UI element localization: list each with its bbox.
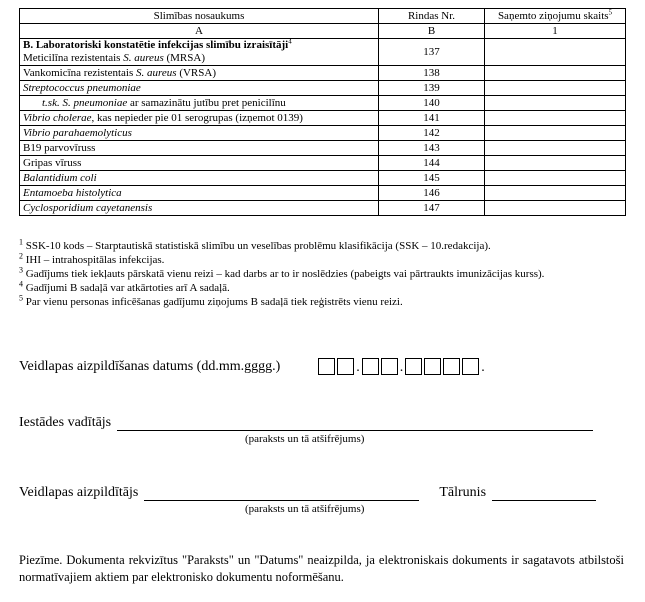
disease-name-part: Vibrio parahaemolyticus [23,127,132,139]
disease-name-part: Streptococcus pneumoniae [23,82,141,94]
subheader-b: B [379,24,485,39]
disease-name-part: Vankomicīna rezistentais [23,67,137,79]
head-label: Iestādes vadītājs [19,415,112,430]
table-row [20,186,626,201]
head-signature-caption: (paraksts un tā atšifrējums) [245,433,365,445]
report-count-cell[interactable] [485,171,626,186]
disease-name-part: (MRSA) [163,52,205,64]
report-count-cell[interactable] [485,96,626,111]
report-count-cell[interactable] [485,66,626,81]
row-number-cell: 145 [379,171,485,186]
table-row [20,81,626,96]
disease-name-cell [20,111,379,126]
table-subheader-row [20,24,626,39]
phone-line[interactable] [492,486,596,501]
footnotes [19,239,629,309]
footnote-text: Gadījums tiek iekļauts pārskatā vienu reizi – kad darbs ar to ir noslēdzies (pabeigts vai pārtraukts imunizācijas kurss). [25,268,545,280]
disease-name-cell [20,156,379,171]
disease-name-part: ar samazinātu jutību pret penicilīnu [127,97,286,109]
row-number-cell: 143 [379,141,485,156]
disease-name-part: Cyclosporidium cayetanensis [23,202,153,214]
footnote-text: SSK-10 kods – Starptautiskā statistiskā slimību un veselības problēmu klasifikācija (SSK – 10.redakcija). [25,240,491,252]
disease-name-cell [20,66,379,81]
disease-name-part: Gripas vīruss [23,157,82,169]
disease-name-part: (VRSA) [176,67,216,79]
disease-report-table [19,8,626,216]
footnote-number: 1 [19,237,23,247]
row-number-cell: 138 [379,66,485,81]
footnote [19,281,629,295]
footnote-number: 3 [19,265,23,275]
row-number-cell: 140 [379,96,485,111]
year-digit-box[interactable] [462,358,479,375]
row-number-cell: 144 [379,156,485,171]
header-report-count: Saņemto ziņojumu skaits$^5$ [485,9,626,24]
section-row [20,39,626,66]
table-row [20,111,626,126]
year-digit-box[interactable] [443,358,460,375]
date-label: Veidlapas aizpildīšanas datums (dd.mm.gggg.) [19,359,281,374]
report-count-cell[interactable] [485,156,626,171]
date-separator: . [481,360,485,375]
header-disease-name: Slimības nosaukums [20,9,379,24]
head-signature-row [19,415,593,431]
disease-name-part: S. aureus [136,67,177,79]
date-input[interactable] [318,358,487,375]
table-row [20,96,626,111]
filler-signature-caption: (paraksts un tā atšifrējums) [245,503,365,515]
filler-signature-line[interactable] [144,486,419,501]
report-count-cell[interactable] [485,39,626,66]
year-digit-box[interactable] [405,358,422,375]
disease-name-cell [20,81,379,96]
note: Piezīme. Dokumenta rekvizītus "Paraksts" un "Datums" neaizpilda, ja elektroniskais dokuments ir sagatavots atbilstoši normatīvajiem aktiem par elektronisko dokumentu noformēšanu. [19,553,624,584]
footnote [19,267,629,281]
report-count-cell[interactable] [485,111,626,126]
report-count-cell[interactable] [485,141,626,156]
table-row [20,156,626,171]
disease-name-part: S. aureus [123,52,164,64]
header-row-number: Rindas Nr. [379,9,485,24]
subheader-1: 1 [485,24,626,39]
disease-name-cell [20,201,379,216]
row-number-cell: 139 [379,81,485,96]
day-digit-box[interactable] [318,358,335,375]
disease-name-cell [20,186,379,201]
disease-name-cell [20,171,379,186]
disease-name-part: Vibrio cholerae [23,112,92,124]
disease-name-cell [20,141,379,156]
report-count-cell[interactable] [485,186,626,201]
table-row [20,66,626,81]
disease-name-part: , kas nepieder pie 01 serogrupas (izņemot 0139) [91,112,303,124]
disease-name-part: Entamoeba histolytica [23,187,122,199]
month-digit-box[interactable] [362,358,379,375]
footnote [19,253,629,267]
row-number-cell: 142 [379,126,485,141]
row-number-cell: 137 [379,39,485,66]
table-row [20,201,626,216]
section-cell [20,39,379,66]
row-number-cell: 146 [379,186,485,201]
footnote-text: Par vienu personas inficēšanas gadījumu ziņojums B sadaļā tiek reģistrēts vienu reizi. [25,296,403,308]
footnote [19,295,629,309]
phone-label: Tālrunis [439,485,487,500]
report-count-cell[interactable] [485,81,626,96]
year-digit-box[interactable] [424,358,441,375]
month-digit-box[interactable] [381,358,398,375]
footnote [19,239,629,253]
row-number-cell: 147 [379,201,485,216]
footnote-number: 4 [19,279,23,289]
footnote-number: 2 [19,251,23,261]
disease-name-part: B19 parvovīruss [23,142,96,154]
report-count-cell[interactable] [485,201,626,216]
section-footnote-mark: 4 [288,38,292,46]
date-separator: . [356,360,360,375]
section-title: B. Laboratoriski konstatētie infekcijas slimību izraisītāji [23,39,289,51]
report-count-cell[interactable] [485,126,626,141]
table-header-row [20,9,626,24]
head-signature-line[interactable] [117,416,593,431]
table-row [20,141,626,156]
date-row [19,358,487,375]
disease-name-cell [20,126,379,141]
footnote-number: 5 [19,293,23,303]
disease-name-part: Meticilīna rezistentais [23,52,124,64]
table-row [20,171,626,186]
filler-label: Veidlapas aizpildītājs [19,485,139,500]
row-number-cell: 141 [379,111,485,126]
disease-name-part: t.sk. S. pneumoniae [42,97,128,109]
subheader-a: A [20,24,379,39]
day-digit-box[interactable] [337,358,354,375]
filler-signature-row [19,485,596,501]
disease-name-cell [20,96,379,111]
footnote-text: IHI – intrahospitālas infekcijas. [25,254,165,266]
disease-name-part: Balantidium coli [23,172,97,184]
table-row [20,126,626,141]
footnote-text: Gadījumi B sadaļā var atkārtoties arī A sadaļā. [25,282,230,294]
date-separator: . [399,360,404,375]
